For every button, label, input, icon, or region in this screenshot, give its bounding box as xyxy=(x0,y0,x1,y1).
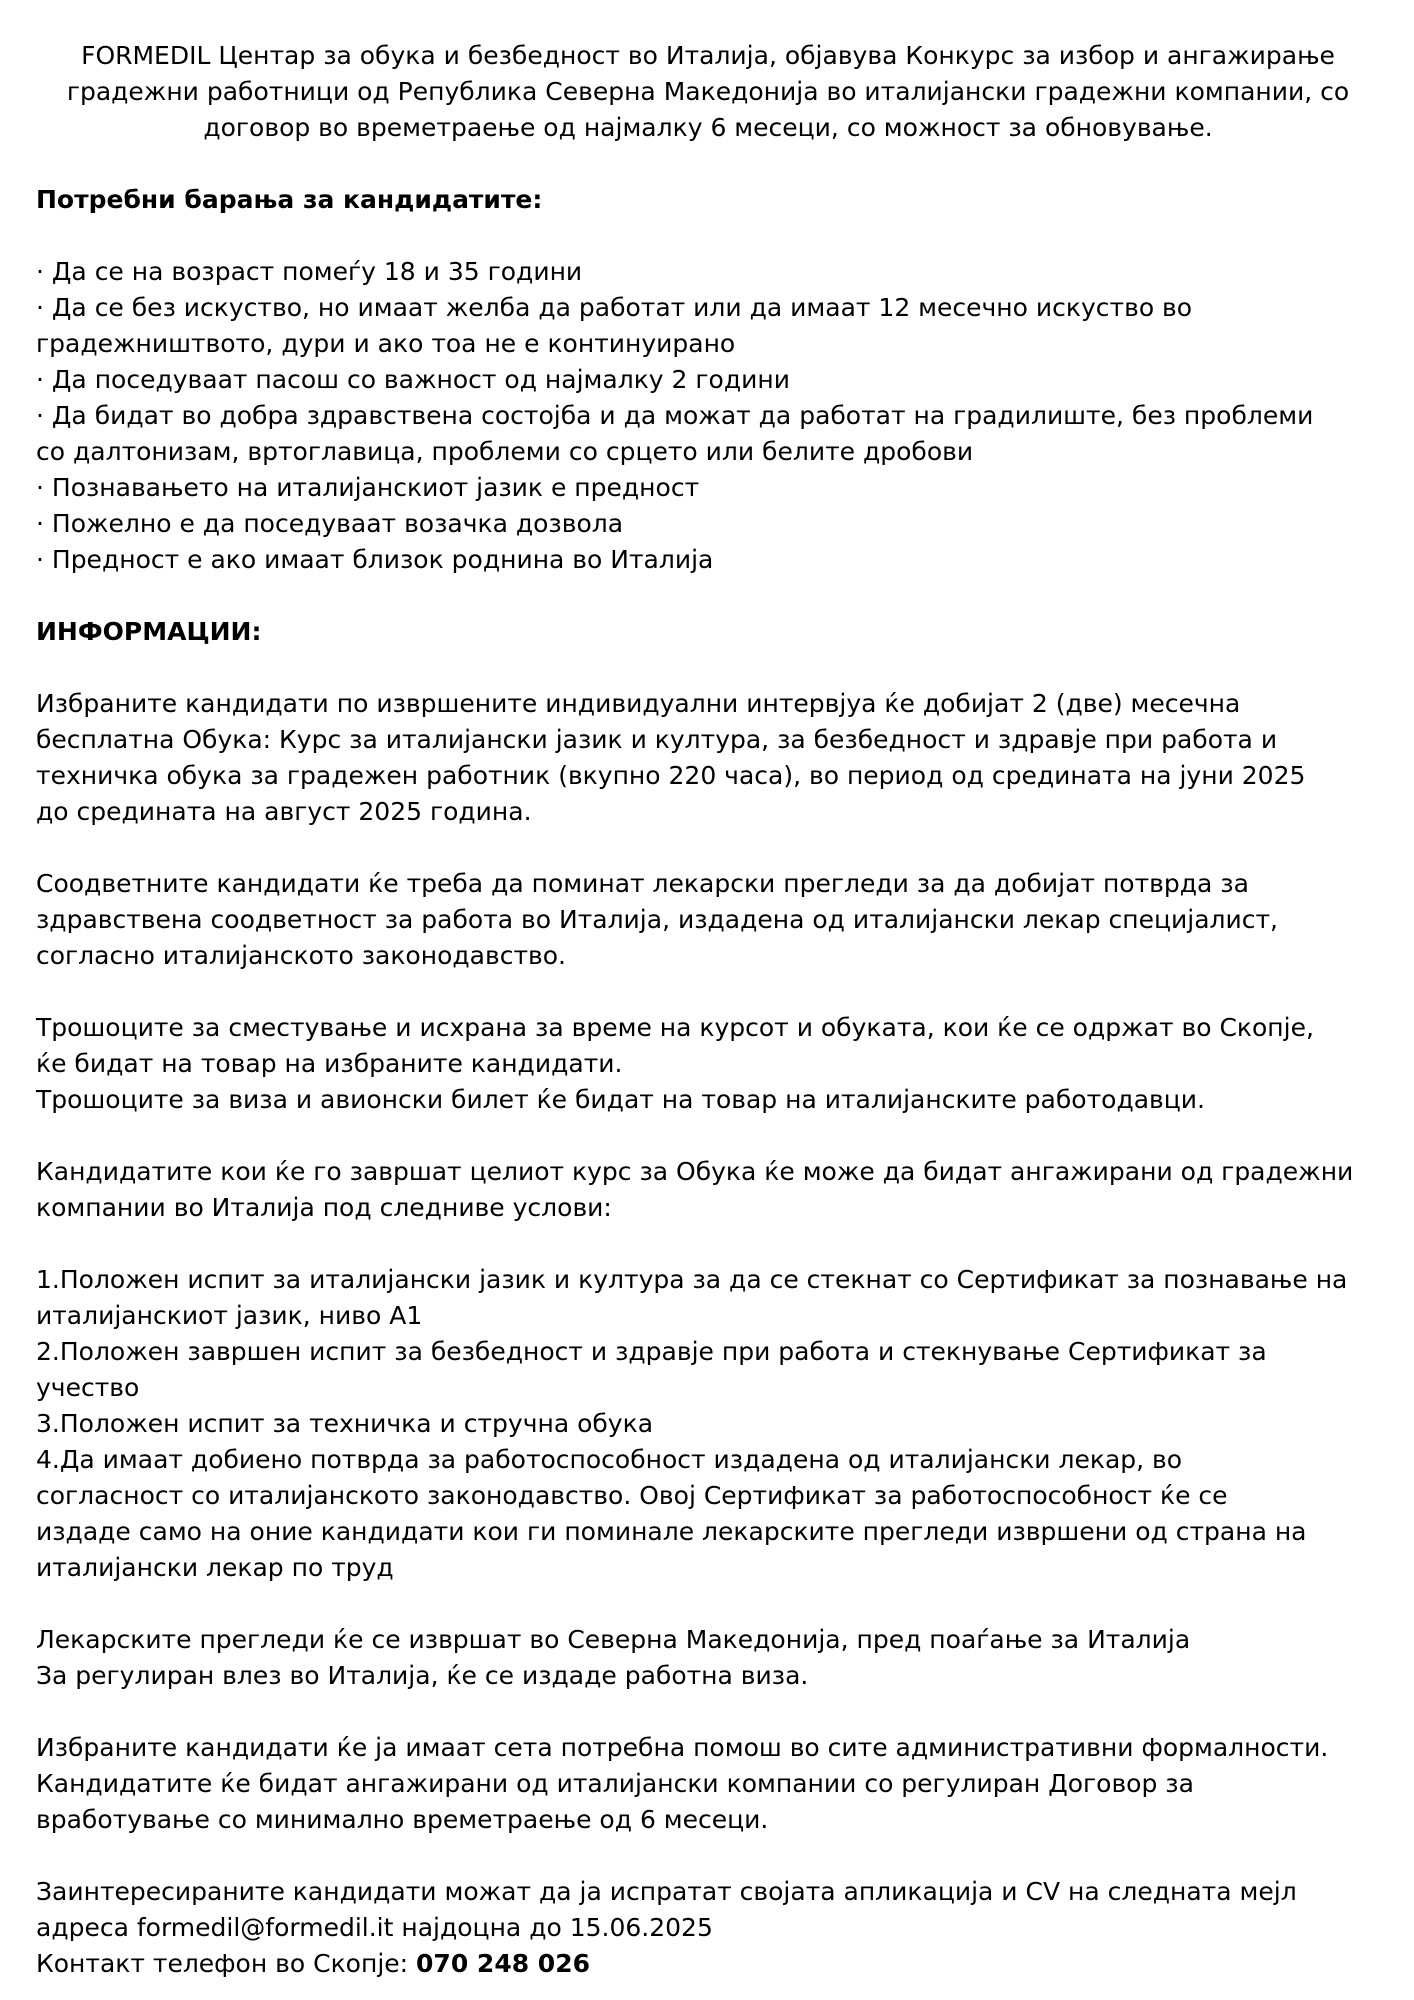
paragraph-line: Заинтересираните кандидати можат да ја испратат својата апликација и CV на следната мејл xyxy=(36,1877,1297,1906)
requirement-item: · Да бидат во добра здравствена состојба и да можат да работат на градилиште, без проблеми xyxy=(36,401,1314,430)
medical-paragraph xyxy=(36,866,1380,974)
paragraph-line: Избраните кандидати по извршените индивидуални интервјуа ќе добијат 2 (две) месечна xyxy=(36,689,1241,718)
costs-paragraph xyxy=(36,1010,1380,1118)
paragraph-line: адреса formedil@formedil.it најдоцна до 15.06.2025 xyxy=(36,1913,713,1942)
contact-phone: 070 248 026 xyxy=(416,1949,590,1978)
condition-item: 2.Положен завршен испит за безбедност и здравје при работа и стекнување Сертификат за xyxy=(36,1337,1267,1366)
intro-paragraph xyxy=(36,38,1380,146)
paragraph-line: согласно италијанското законодавство. xyxy=(36,941,566,970)
apply-paragraph xyxy=(36,1874,1380,1982)
condition-item: издаде само на оние кандидати кои ги поминале лекарските прегледи извршени од страна на xyxy=(36,1517,1307,1546)
condition-item: согласност со италијанското законодавство. Овој Сертификат за работоспособност ќе се xyxy=(36,1481,1228,1510)
visa-paragraph xyxy=(36,1622,1380,1694)
intro-line: договор во времетраење од најмалку 6 месеци, со можност за обновување. xyxy=(203,113,1213,142)
paragraph-line: Избраните кандидати ќе ја имаат сета потребна помош во сите административни формалности. xyxy=(36,1733,1329,1762)
condition-item: 3.Положен испит за техничка и стручна обука xyxy=(36,1409,654,1438)
paragraph-line: вработување со минимално времетраење од 6 месеци. xyxy=(36,1805,769,1834)
paragraph-line: до средината на август 2025 година. xyxy=(36,797,532,826)
paragraph-line: За регулиран влез во Италија, ќе се издаде работна виза. xyxy=(36,1661,809,1690)
paragraph-line: Трошоците за сместување и исхрана за време на курсот и обуката, кои ќе се одржат во Скопје, xyxy=(36,1013,1314,1042)
intro-line: градежни работници од Република Северна Македонија во италијански градежни компании, со xyxy=(66,77,1350,106)
info-heading: ИНФОРМАЦИИ: xyxy=(36,617,262,646)
condition-item: 4.Да имаат добиено потврда за работоспособност издадена од италијански лекар, во xyxy=(36,1445,1183,1474)
requirement-item: · Предност е ако имаат близок роднина во Италија xyxy=(36,545,714,574)
requirement-item: · Да се без искуство, но имаат желба да работат или да имаат 12 месечно искуство во xyxy=(36,293,1193,322)
requirement-item: · Да се на возраст помеѓу 18 и 35 години xyxy=(36,257,583,286)
requirement-item: · Пожелно е да поседуваат возачка дозвола xyxy=(36,509,624,538)
paragraph-line: Лекарските прегледи ќе се извршат во Северна Македонија, пред поаѓање за Италија xyxy=(36,1625,1191,1654)
conditions-list xyxy=(36,1262,1380,1586)
condition-item: учество xyxy=(36,1373,140,1402)
contact-label: Контакт телефон во Скопје: xyxy=(36,1949,417,1978)
paragraph-line: Кандидатите кои ќе го завршат целиот курс за Обука ќе може да бидат ангажирани од градежни xyxy=(36,1157,1354,1186)
paragraph-line: компании во Италија под следниве услови: xyxy=(36,1193,612,1222)
requirement-item: · Да поседуваат пасош со важност од најмалку 2 години xyxy=(36,365,790,394)
contact-line xyxy=(36,1946,1380,1982)
paragraph-line: Трошоците за виза и авионски билет ќе бидат на товар на италијанските работодавци. xyxy=(36,1085,1205,1114)
requirements-list xyxy=(36,254,1380,578)
assistance-paragraph xyxy=(36,1730,1380,1838)
requirement-item: градежништвото, дури и ако тоа не е континуирано xyxy=(36,329,736,358)
condition-item: италијанскиот јазик, ниво А1 xyxy=(36,1301,423,1330)
requirement-item: со далтонизам, вртоглавица, проблеми со срцето или белите дробови xyxy=(36,437,974,466)
condition-item: италијански лекар по труд xyxy=(36,1553,394,1582)
intro-line: FORMEDIL Центар за обука и безбедност во Италија, објавува Конкурс за избор и ангажирање xyxy=(81,41,1335,70)
requirements-heading: Потребни барања за кандидатите: xyxy=(36,185,543,214)
paragraph-line: Кандидатите ќе бидат ангажирани од италијански компании со регулиран Договор за xyxy=(36,1769,1194,1798)
paragraph-line: техничка обука за градежен работник (вкупно 220 часа), во период од средината на јуни 2025 xyxy=(36,761,1306,790)
condition-item: 1.Положен испит за италијански јазик и култура за да се стекнат со Сертификат за познавање на xyxy=(36,1265,1348,1294)
training-paragraph xyxy=(36,686,1380,830)
paragraph-line: ќе бидат на товар на избраните кандидати. xyxy=(36,1049,623,1078)
requirement-item: · Познавањето на италијанскиот јазик е предност xyxy=(36,473,700,502)
paragraph-line: Соодветните кандидати ќе треба да поминат лекарски прегледи за да добијат потврда за xyxy=(36,869,1249,898)
conditions-intro-paragraph xyxy=(36,1154,1380,1226)
paragraph-line: здравствена соодветност за работа во Италија, издадена од италијански лекар специјалист, xyxy=(36,905,1279,934)
paragraph-line: бесплатна Обука: Курс за италијански јазик и култура, за безбедност и здравје при работа и xyxy=(36,725,1278,754)
